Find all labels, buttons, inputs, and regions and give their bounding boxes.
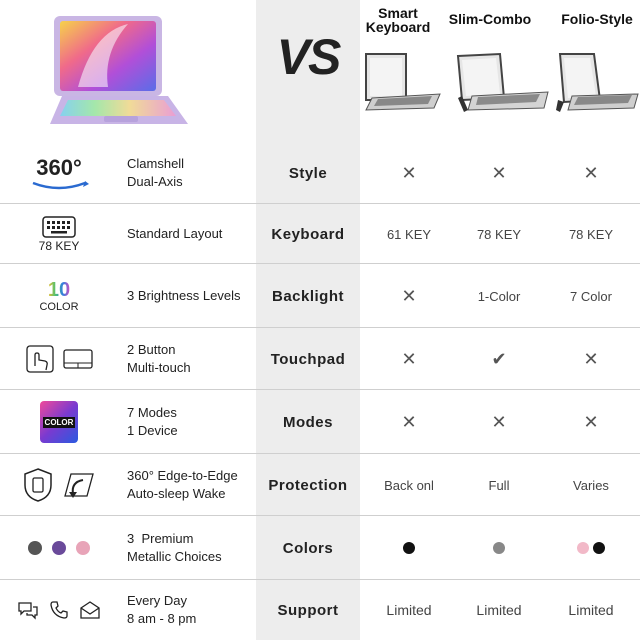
comparison-header — [0, 0, 640, 142]
folio-style-style-value: ✕ — [583, 162, 599, 183]
protection-description: 360° Edge-to-Edge Auto-sleep Wake — [127, 468, 238, 501]
color-swatches-icon — [0, 516, 118, 580]
folio-style-touchpad-value: ✕ — [583, 348, 599, 369]
smart-keyboard-style-value: ✕ — [401, 162, 417, 183]
product-hero-image — [48, 12, 204, 136]
smart-keyboard-image — [362, 50, 444, 114]
smart-keyboard-touchpad-value: ✕ — [401, 348, 417, 369]
row-style — [0, 142, 640, 204]
phone-icon — [49, 600, 69, 620]
folio-style-protection-value: Varies — [573, 477, 609, 493]
touchpad-icon — [0, 328, 118, 390]
folio-style-colors-value — [542, 516, 640, 580]
smart-keyboard-protection-value: Back onl — [384, 477, 434, 493]
color-dot-black — [403, 542, 415, 554]
support-description: Every Day 8 am - 8 pm — [127, 593, 197, 626]
email-icon — [79, 600, 101, 620]
modes-icon: COLOR — [0, 390, 118, 454]
slim-combo-protection-value: Full — [488, 477, 510, 493]
feature-label-backlight: Backlight — [271, 287, 344, 305]
slim-combo-backlight-value: 1-Color — [477, 288, 521, 304]
protection-icon — [0, 454, 118, 516]
backlight-description: 3 Brightness Levels — [127, 288, 241, 303]
feature-label-protection: Protection — [268, 476, 348, 494]
row-touchpad — [0, 328, 640, 390]
row-keyboard — [0, 204, 640, 264]
slim-combo-support-value: Limited — [476, 602, 522, 618]
touchpad-description: 2 Button Multi-touch — [127, 342, 191, 375]
feature-label-touchpad: Touchpad — [270, 350, 346, 368]
color-dot-pink — [577, 542, 589, 554]
slim-combo-style-value: ✕ — [491, 162, 507, 183]
feature-label-modes: Modes — [282, 413, 333, 431]
row-backlight — [0, 264, 640, 328]
modes-description: 7 Modes 1 Device — [127, 405, 178, 438]
vs-label: VS — [276, 29, 340, 85]
keyboard-icon: 78 KEY — [0, 204, 118, 264]
color-dot-gray — [493, 542, 505, 554]
row-modes — [0, 390, 640, 454]
colors-description: 3 Premium Metallic Choices — [127, 531, 222, 564]
color-dot-black — [593, 542, 605, 554]
smart-keyboard-keyboard-value: 61 KEY — [386, 226, 432, 242]
swatch-pink — [76, 541, 90, 555]
competitor-name-smart-keyboard: Smart Keyboard — [365, 5, 431, 35]
folio-style-keyboard-value: 78 KEY — [568, 226, 614, 242]
chat-icon — [17, 600, 39, 620]
slim-combo-keyboard-value: 78 KEY — [476, 226, 522, 242]
smart-keyboard-support-value: Limited — [386, 602, 432, 618]
folio-style-modes-value: ✕ — [583, 411, 599, 432]
keyboard-description: Standard Layout — [127, 226, 223, 241]
competitor-name-slim-combo: Slim-Combo — [448, 11, 532, 27]
slim-combo-image — [452, 50, 552, 114]
feature-label-colors: Colors — [282, 539, 334, 557]
slim-combo-modes-value: ✕ — [491, 411, 507, 432]
folio-style-backlight-value: 7 Color — [570, 288, 612, 304]
rotate-360-icon: 360° — [0, 142, 118, 204]
slim-combo-touchpad-value: ✔ — [491, 348, 507, 369]
smart-keyboard-modes-value: ✕ — [401, 411, 417, 432]
competitor-name-folio-style: Folio-Style — [561, 11, 633, 27]
swatch-purple — [52, 541, 66, 555]
row-support — [0, 580, 640, 640]
row-protection — [0, 454, 640, 516]
swatch-gray — [28, 541, 42, 555]
support-icons — [0, 580, 118, 640]
slim-combo-colors-value — [456, 516, 542, 580]
feature-label-style: Style — [288, 164, 328, 182]
style-description: Clamshell Dual-Axis — [127, 156, 185, 189]
folio-style-support-value: Limited — [568, 602, 614, 618]
feature-label-support: Support — [277, 601, 339, 619]
smart-keyboard-backlight-value: ✕ — [401, 285, 417, 306]
smart-keyboard-colors-value — [362, 516, 456, 580]
row-colors — [0, 516, 640, 580]
folio-style-image — [554, 50, 640, 114]
color-10-icon: 10 COLOR — [39, 278, 79, 313]
feature-label-keyboard: Keyboard — [271, 225, 345, 243]
